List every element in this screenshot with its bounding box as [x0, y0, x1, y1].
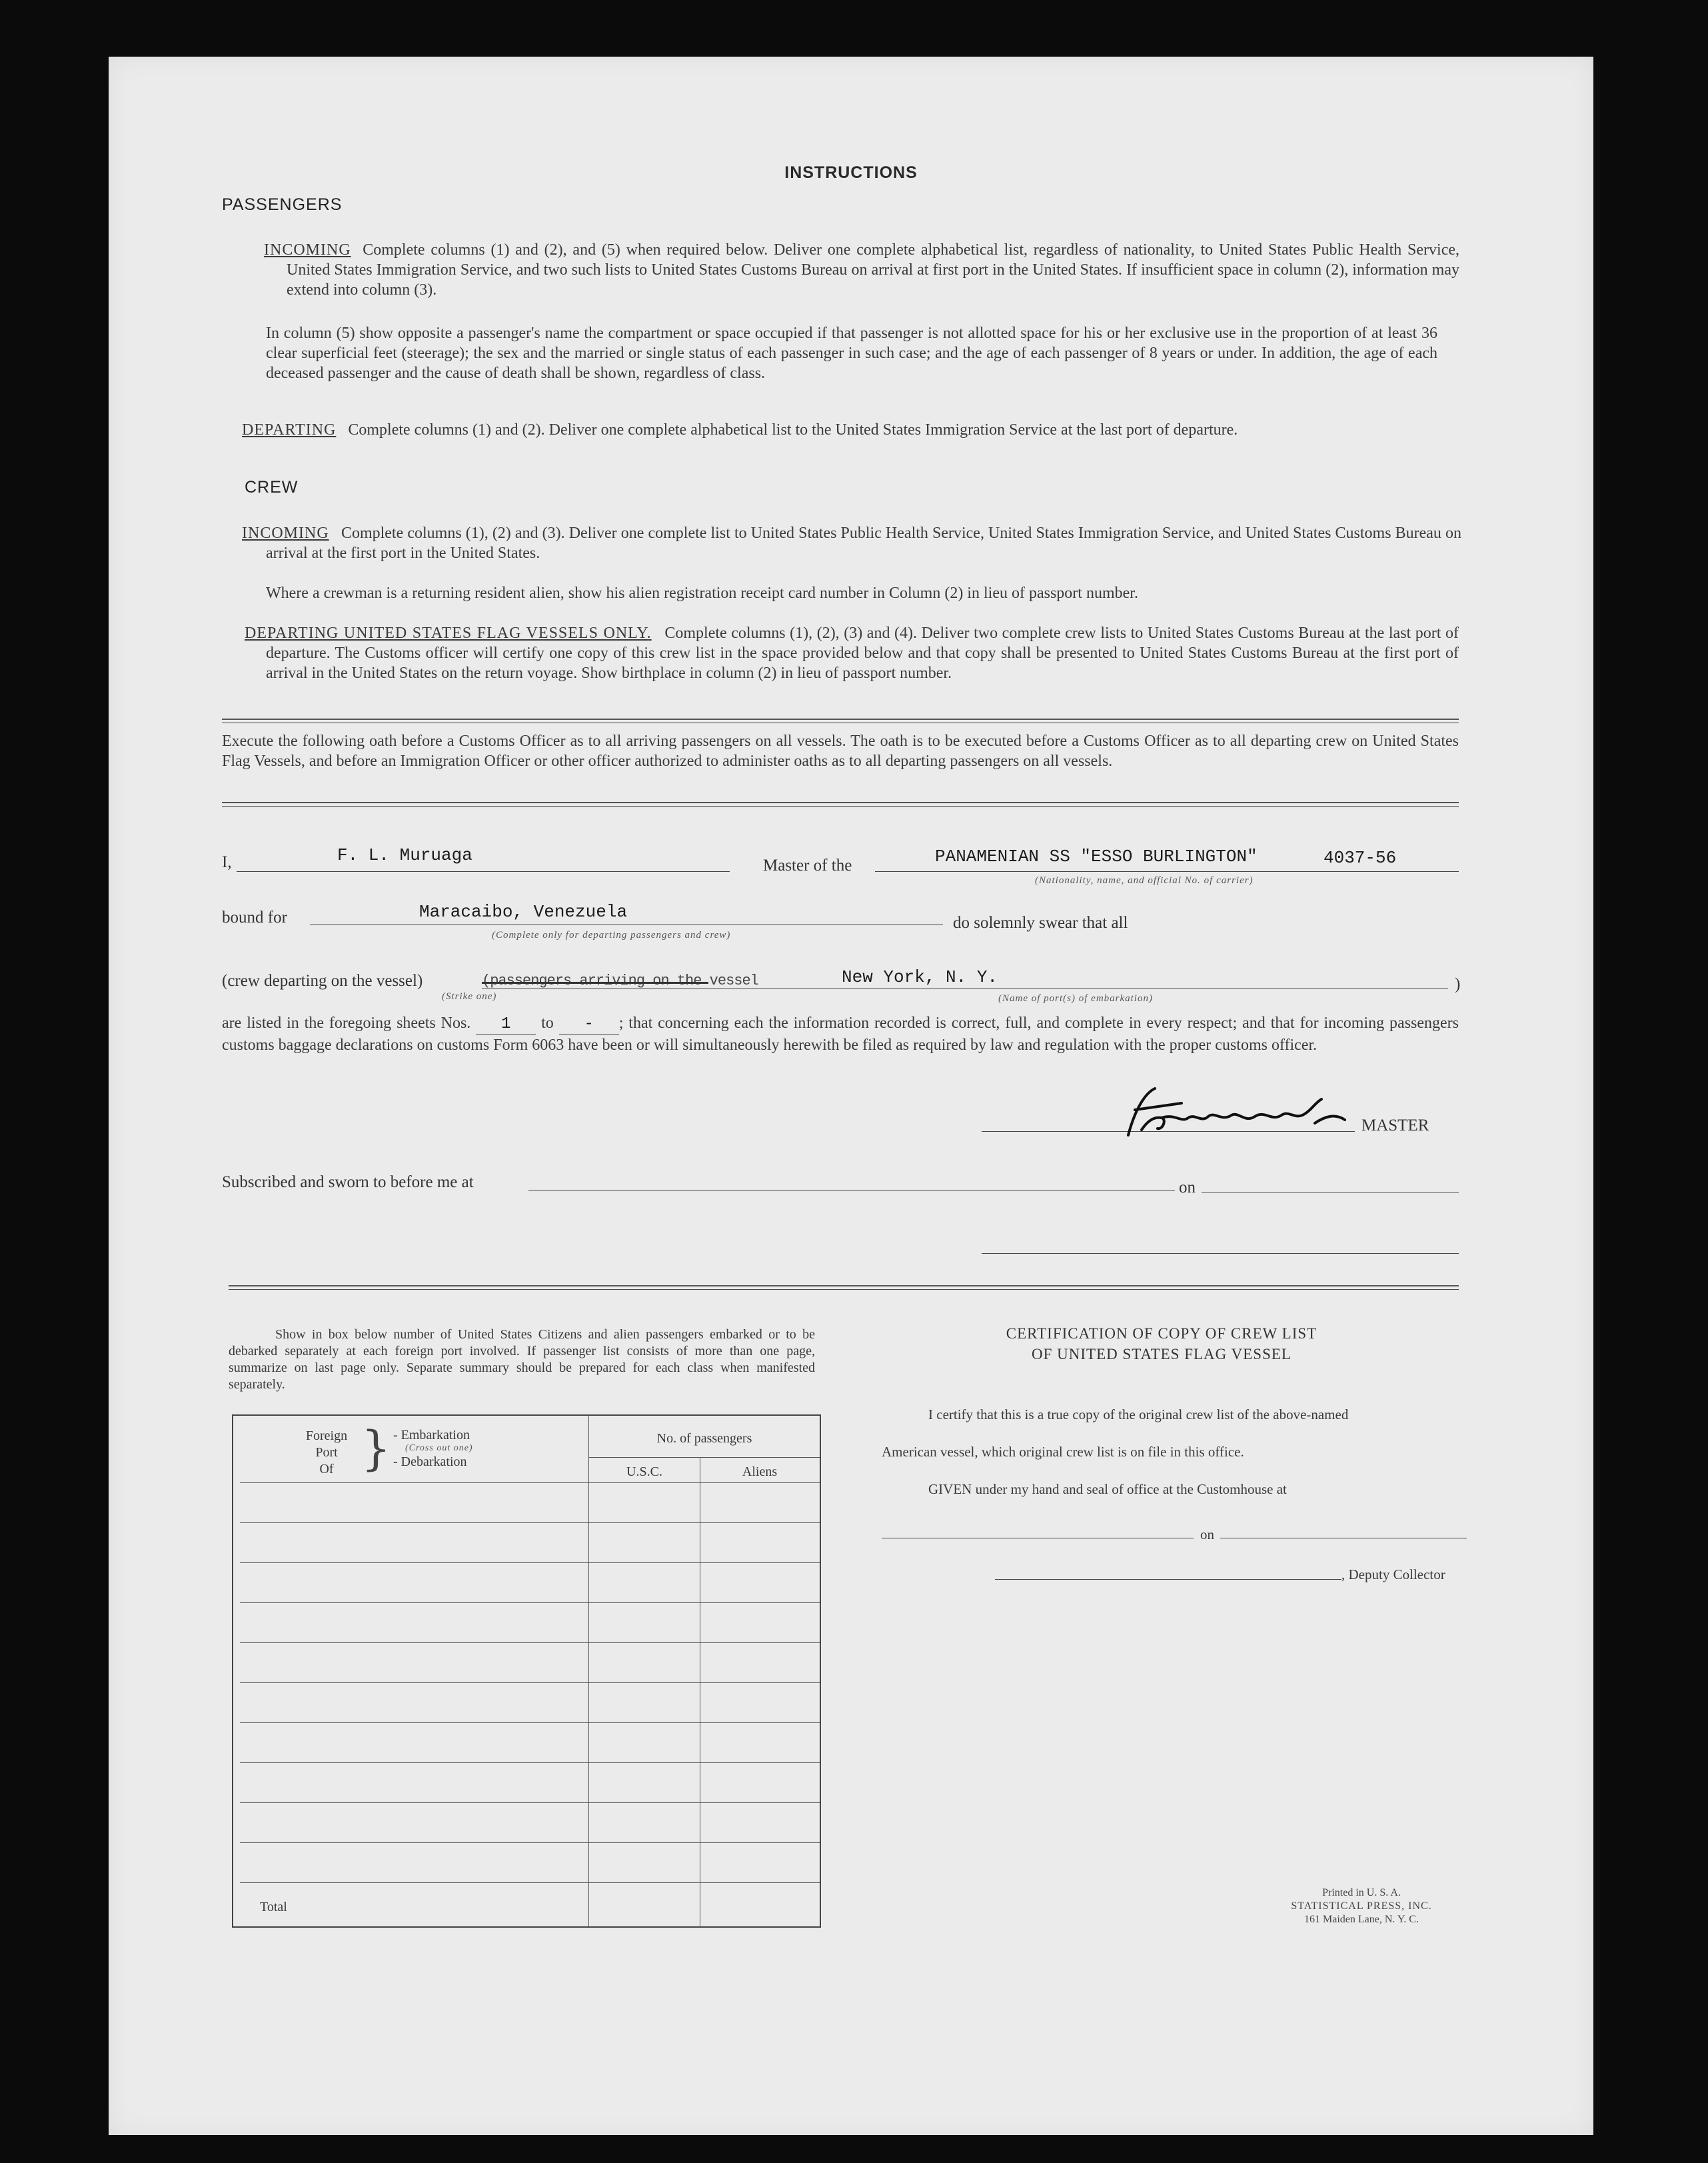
document-page — [109, 57, 1593, 2135]
passengers-departing-paragraph — [242, 420, 1461, 440]
master-name: F. L. Muruaga — [337, 845, 472, 865]
vessel-name: PANAMENIAN SS "ESSO BURLINGTON" — [935, 847, 1258, 867]
crew-incoming-paragraph — [242, 523, 1461, 563]
cross-out-caption: (Cross out one) — [405, 1443, 473, 1453]
certification-title-line: OF UNITED STATES FLAG VESSEL — [1032, 1346, 1291, 1362]
table-row — [240, 1842, 820, 1843]
divider — [222, 802, 1459, 803]
passengers-incoming-label: INCOMING — [264, 241, 351, 259]
table-row — [240, 1762, 820, 1763]
master-signature — [1115, 1083, 1355, 1143]
crew-departing-label: DEPARTING UNITED STATES FLAG VESSELS ONLY. — [245, 625, 652, 642]
printer-line: 161 Maiden Lane, N. Y. C. — [1304, 1914, 1419, 1925]
sheet-from: 1 — [476, 1015, 536, 1035]
oath-continuation — [222, 1013, 1459, 1055]
embark-debark-options — [393, 1428, 473, 1469]
divider — [222, 719, 1459, 720]
certification-title-line: CERTIFICATION OF COPY OF CREW LIST — [1006, 1325, 1317, 1342]
divider — [229, 1289, 1459, 1290]
crew-heading: CREW — [245, 478, 299, 497]
passenger-summary-table — [232, 1414, 821, 1928]
debarkation-option: - Debarkation — [393, 1454, 467, 1469]
vessel-caption: (Nationality, name, and official No. of carrier) — [1035, 875, 1254, 886]
passengers-departing-text: Complete columns (1) and (2). Deliver one complete alphabetical list to the United States Immigration Service at the last port of departure. — [348, 421, 1238, 439]
official-signature-line — [982, 1253, 1459, 1254]
vessel-line — [875, 871, 1459, 872]
table-row — [240, 1602, 820, 1603]
strike-caption: (Strike one) — [442, 991, 497, 1002]
port-caption: (Name of port(s) of embarkation) — [998, 993, 1153, 1004]
crew-departing-text: Complete columns (1), (2), (3) and (4). Deliver two complete crew lists to United States Customs Bureau at the last port of departure. The Customs officer will certify one copy of this crew list in the space provided below and that copy shall be presented to United States Customs Bureau at the first port of arrival in the United States on the return voyage. Show birthplace in column (2) in lieu of passport number. — [266, 625, 1459, 682]
table-row — [240, 1642, 820, 1643]
divider — [222, 806, 1459, 807]
aliens-header: Aliens — [742, 1464, 778, 1479]
master-name-line — [237, 871, 730, 872]
crew-resident-paragraph: Where a crewman is a returning resident alien, show his alien registration receipt card number in Column (2) in lieu of passport number. — [266, 585, 1138, 602]
table-header-divider — [589, 1457, 820, 1458]
certify-line-1: I certify that this is a true copy of the original crew list of the above-named — [928, 1406, 1349, 1422]
instructions-title: INSTRUCTIONS — [784, 163, 918, 182]
printer-imprint — [1268, 1886, 1455, 1926]
crew-departing-option: (crew departing on the vessel) — [222, 972, 423, 990]
i-label: I, — [222, 853, 232, 871]
crew-incoming-label: INCOMING — [242, 525, 329, 542]
subscribed-label: Subscribed and sworn to before me at — [222, 1173, 474, 1191]
table-row — [240, 1522, 820, 1523]
total-label: Total — [260, 1900, 287, 1914]
printer-line: Printed in U. S. A. — [1322, 1887, 1401, 1898]
table-row — [240, 1682, 820, 1683]
listed-label: are listed in the foregoing sheets Nos. — [222, 1015, 471, 1032]
table-row — [240, 1562, 820, 1563]
certify-line-2: American vessel, which original crew list is on file in this office. — [882, 1444, 1244, 1460]
struck-passengers-option: (passengers arriving on the vessel — [482, 973, 758, 989]
strike-through-mark — [482, 982, 708, 984]
certification-on-label: on — [1200, 1526, 1214, 1542]
master-label: MASTER — [1361, 1116, 1429, 1134]
deputy-collector-label: , Deputy Collector — [1341, 1566, 1445, 1582]
embarkation-option: - Embarkation — [393, 1428, 470, 1442]
divider — [229, 1285, 1459, 1286]
passengers-heading: PASSENGERS — [222, 195, 343, 214]
foreign-port-label: Foreign Port Of — [305, 1428, 348, 1476]
close-paren: ) — [1455, 975, 1461, 993]
official-number: 4037-56 — [1323, 848, 1397, 868]
master-of-label: Master of the — [763, 857, 852, 875]
passengers-column5-paragraph: In column (5) show opposite a passenger's name the compartment or space occupied if that passenger is not allotted space for his or her exclusive use in the proportion of at least 36 clear superficial feet (steerage); the sex and the married or single status of each passenger in such case; and the age of each passenger of 8 years or under. In addition, the age of each deceased passenger and the cause of death shall be shown, regardless of class. — [266, 325, 1437, 382]
table-row — [240, 1882, 820, 1883]
table-row — [240, 1722, 820, 1723]
crew-incoming-text: Complete columns (1), (2) and (3). Deliver one complete list to United States Public Health Service, United States Immigration Service, and United States Customs Bureau on arrival at the first port in the United States. — [266, 525, 1462, 562]
deputy-collector-signature-line — [995, 1579, 1341, 1580]
port-of-embarkation: New York, N. Y. — [842, 967, 998, 987]
table-row — [240, 1482, 820, 1483]
to-label: to — [541, 1015, 554, 1032]
passengers-departing-label: DEPARTING — [242, 421, 337, 439]
summary-note: Show in box below number of United States Citizens and alien passengers embarked or to be debarked separately at each foreign port involved. If passenger list consists of more than one page, summarize on last page only. Separate summary should be prepared for each class when manifested separately. — [229, 1327, 815, 1392]
bound-for-label: bound for — [222, 909, 287, 927]
given-line: GIVEN under my hand and seal of office at the Customhouse at — [928, 1481, 1287, 1497]
oath-continuation-text: ; that concerning each the information recorded is correct, full, and complete in every respect; and that for incoming passengers customs baggage declarations on customs Form 6063 have been or will simultaneously herewith be filed as required by law and regulation with the proper customs officer. — [222, 1015, 1459, 1054]
destination: Maracaibo, Venezuela — [419, 902, 628, 922]
usc-header: U.S.C. — [626, 1464, 662, 1479]
table-row — [240, 1802, 820, 1803]
no-passengers-header: No. of passengers — [656, 1431, 752, 1446]
brace-icon: } — [361, 1421, 391, 1476]
crew-departing-paragraph — [245, 623, 1459, 683]
destination-caption: (Complete only for departing passengers and crew) — [492, 930, 731, 941]
passengers-incoming-paragraph — [264, 240, 1459, 300]
passengers-incoming-text: Complete columns (1) and (2), and (5) when required below. Deliver one complete alphabetical list, regardless of nationality, to United States Public Health Service, United States Immigration Service, and two such lists to United States Customs Bureau on arrival at first port in the United States. If insufficient space in column (2), information may extend into column (3). — [287, 241, 1460, 299]
oath-intro: Execute the following oath before a Customs Officer as to all arriving passengers on all vessels. The oath is to be executed before a Customs Officer as to all departing crew on United States Flag Vessels, and before an Immigration Officer or other officer authorized to administer oaths as to all departing passengers on all vessels. — [222, 733, 1459, 770]
table-column-divider — [588, 1416, 589, 1926]
on-label: on — [1179, 1178, 1196, 1196]
certification-title — [968, 1323, 1355, 1364]
printer-line: STATISTICAL PRESS, INC. — [1291, 1900, 1432, 1912]
swear-text: do solemnly swear that all — [953, 914, 1128, 932]
sheet-to: - — [559, 1015, 619, 1035]
